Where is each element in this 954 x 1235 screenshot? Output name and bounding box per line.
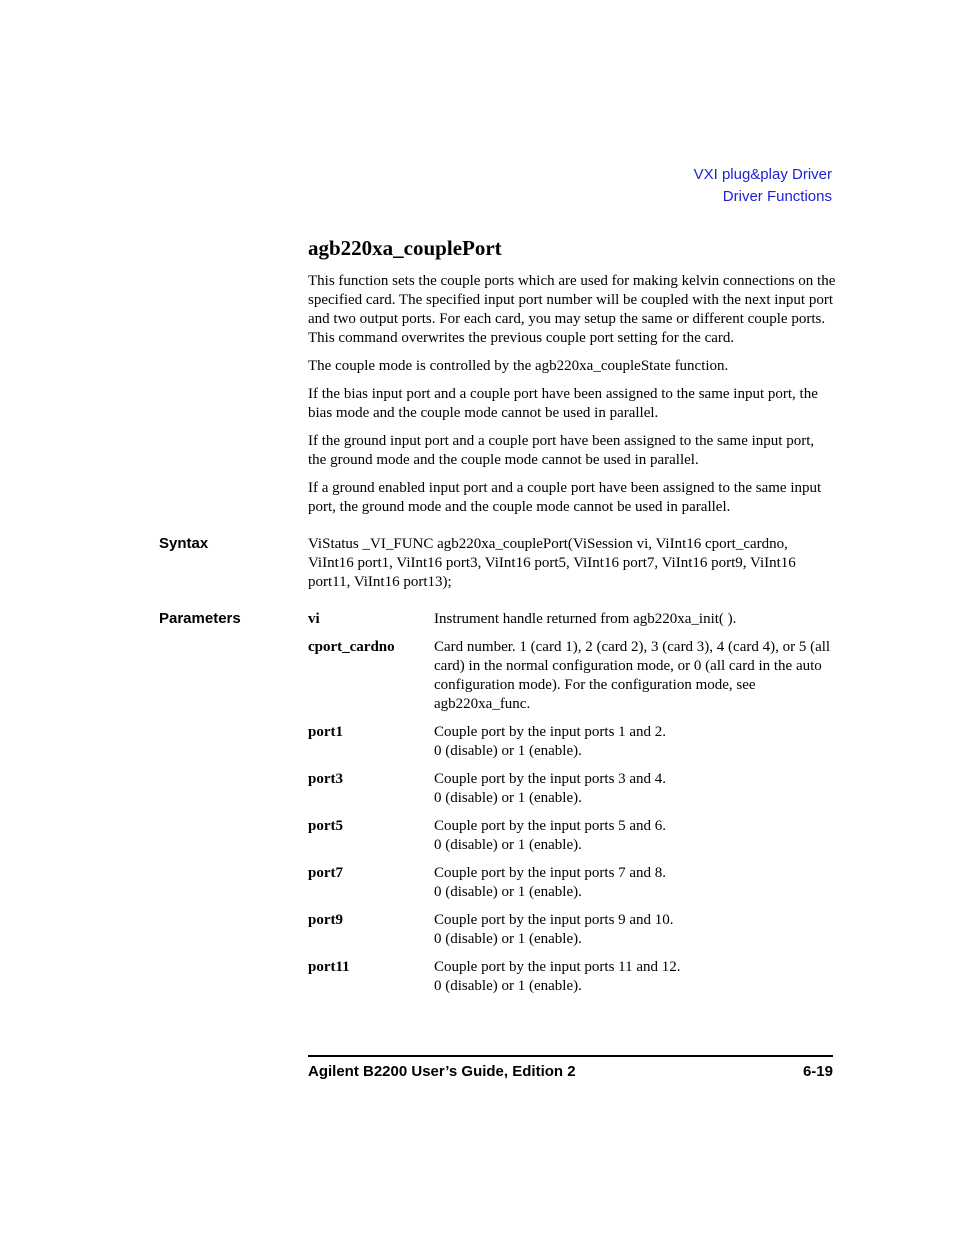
parameter-name: port1 xyxy=(308,724,343,740)
parameter-row xyxy=(308,864,836,902)
running-header xyxy=(694,164,832,208)
description xyxy=(308,272,836,526)
parameter-description: Card number. 1 (card 1), 2 (card 2), 3 (card 3), 4 (card 4), or 5 (all card) in the normal configuration mode, or 0 (all card in the auto configuration mode). For the configuration mode, see agb220xa_func. xyxy=(434,639,831,712)
parameter-description: Couple port by the input ports 5 and 6. 0 (disable) or 1 (enable). xyxy=(434,818,667,853)
parameter-description: Couple port by the input ports 1 and 2. 0 (disable) or 1 (enable). xyxy=(434,724,667,759)
footer-rule xyxy=(308,1055,833,1057)
header-section: Driver Functions xyxy=(722,188,832,205)
header-chapter: VXI plug&play Driver xyxy=(693,166,832,183)
syntax-text: ViStatus _VI_FUNC agb220xa_couplePort(ViSession vi, ViInt16 cport_cardno, ViInt16 port1, ViInt16 port3, ViInt16 port5, ViInt16 port7, ViInt16 port9, ViInt16 port11, ViInt16 port13); xyxy=(308,536,796,590)
parameter-description: Instrument handle returned from agb220xa_init( ). xyxy=(434,611,737,627)
parameters-list xyxy=(308,610,836,1005)
parameter-row xyxy=(308,817,836,855)
parameter-name: port5 xyxy=(308,818,343,834)
footer-title: Agilent B2200 User’s Guide, Edition 2 xyxy=(308,1063,576,1080)
function-title: agb220xa_couplePort xyxy=(308,236,502,260)
page-footer xyxy=(308,1063,833,1080)
parameter-row xyxy=(308,638,836,714)
parameter-description: Couple port by the input ports 11 and 12. 0 (disable) or 1 (enable). xyxy=(434,959,681,994)
parameter-row xyxy=(308,610,836,629)
parameter-row xyxy=(308,723,836,761)
parameter-name: cport_cardno xyxy=(308,639,395,655)
paragraph: If the bias input port and a couple port have been assigned to the same input port, the bias mode and the couple mode cannot be used in parallel. xyxy=(308,386,818,421)
paragraph: The couple mode is controlled by the agb220xa_coupleState function. xyxy=(308,358,729,374)
parameter-row xyxy=(308,770,836,808)
parameters-label: Parameters xyxy=(159,610,241,627)
parameter-name: vi xyxy=(308,611,320,627)
parameter-name: port9 xyxy=(308,912,343,928)
parameter-description: Couple port by the input ports 9 and 10. 0 (disable) or 1 (enable). xyxy=(434,912,674,947)
parameter-row xyxy=(308,911,836,949)
parameter-row xyxy=(308,958,836,996)
syntax-label: Syntax xyxy=(159,535,209,552)
paragraph: If the ground input port and a couple port have been assigned to the same input port, the ground mode and the couple mode cannot be used in parallel. xyxy=(308,433,815,468)
parameter-name: port7 xyxy=(308,865,343,881)
parameter-name: port3 xyxy=(308,771,343,787)
parameter-name: port11 xyxy=(308,959,350,975)
parameter-description: Couple port by the input ports 7 and 8. 0 (disable) or 1 (enable). xyxy=(434,865,667,900)
paragraph: This function sets the couple ports which are used for making kelvin connections on the specified card. The specified input port number will be coupled with the next input port and two output ports. For each card, you may setup the same or different couple ports. This command overwrites the previous couple port setting for the card. xyxy=(308,273,836,346)
parameter-description: Couple port by the input ports 3 and 4. 0 (disable) or 1 (enable). xyxy=(434,771,667,806)
paragraph: If a ground enabled input port and a couple port have been assigned to the same input port, the ground mode and the couple mode cannot be used in parallel. xyxy=(308,480,822,515)
page-number: 6-19 xyxy=(802,1063,833,1080)
